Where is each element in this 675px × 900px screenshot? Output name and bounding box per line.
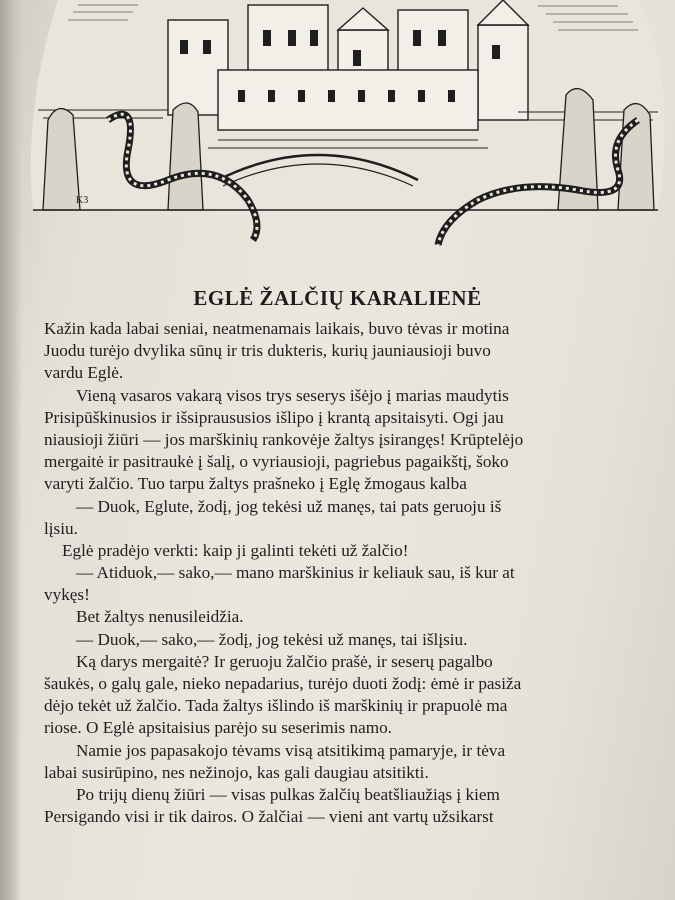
text-line: Ką darys mergaitė? Ir geruoju žalčio prašė, ir seserų pagalbo [76,651,493,671]
text-line: riose. O Eglė apsitaisius parėjo su seserimis namo. [44,718,392,738]
text-line: lįsiu. [44,518,78,538]
text-line: — Atiduok,— sako,— mano marškinius ir keliauk sau, iš kur at [76,563,515,583]
text-line: Kažin kada labai seniai, neatmenamais laikais, buvo tėvas ir motina [44,319,510,338]
text-line: — Duok,— sako,— žodį, jog tekėsi už manęs, tai išlįsiu. [76,629,468,649]
text-line: Persigando visi ir tik dairos. O žalčiai — vieni ant vartų užsikarst [44,807,494,827]
text-line: Prisipūškinusios ir išsipraususios išlipo į krantą apsitaisyti. Ogi jau [44,407,504,427]
text-line: Eglė pradėjo verkti: kaip ji galinti tekėti už žalčio! [62,540,409,560]
text-line: niausioji žiūri — jos marškinių rankovėje žaltys įsirangęs! Krūptelėjo [44,429,524,449]
text-line: varyti žalčio. Tuo tarpu žaltys prašneko į Eglę žmogaus kalba [44,474,467,494]
text-line: labai susirūpino, nes nežinojo, kas gali daugiau atsitikti. [44,762,429,782]
illustration-signature: K3 [76,195,89,206]
text-line: vykęs! [44,585,90,605]
text-line: Bet žaltys nenusileidžia. [76,607,244,627]
story-text [44,318,675,828]
text-line: mergaitė ir pasitraukė į šalį, o vyriausioji, pagriebus pagaikštį, šoko [44,452,509,472]
text-line: vardu Eglė. [44,363,124,383]
story-title: EGLĖ ŽALČIŲ KARALIENĖ [193,286,482,310]
text-line: Namie jos papasakojo tėvams visą atsitikimą pamaryje, ir tėva [76,740,506,760]
text-line: Po trijų dienų žiūri — visas pulkas žalčių beatšliaužiąs į kiem [76,784,500,804]
text-line: dėjo tekėt už žalčio. Tada žaltys išlindo iš marškinių ir prapuolė ma [44,696,508,716]
palace-illustration [18,0,675,250]
text-line: šaukės, o galų gale, nieko nepadarius, turėjo duoti žodį: ėmė ir pasiža [44,674,522,693]
text-line: Vieną vasaros vakarą visos trys seserys išėjo į marias maudytis [76,385,509,405]
text-line: — Duok, Eglute, žodį, jog tekėsi už manęs, tai pats geruoju iš [76,496,502,516]
text-line: Juodu turėjo dvylika sūnų ir tris dukteris, kurių jauniausioji buvo [44,341,491,361]
